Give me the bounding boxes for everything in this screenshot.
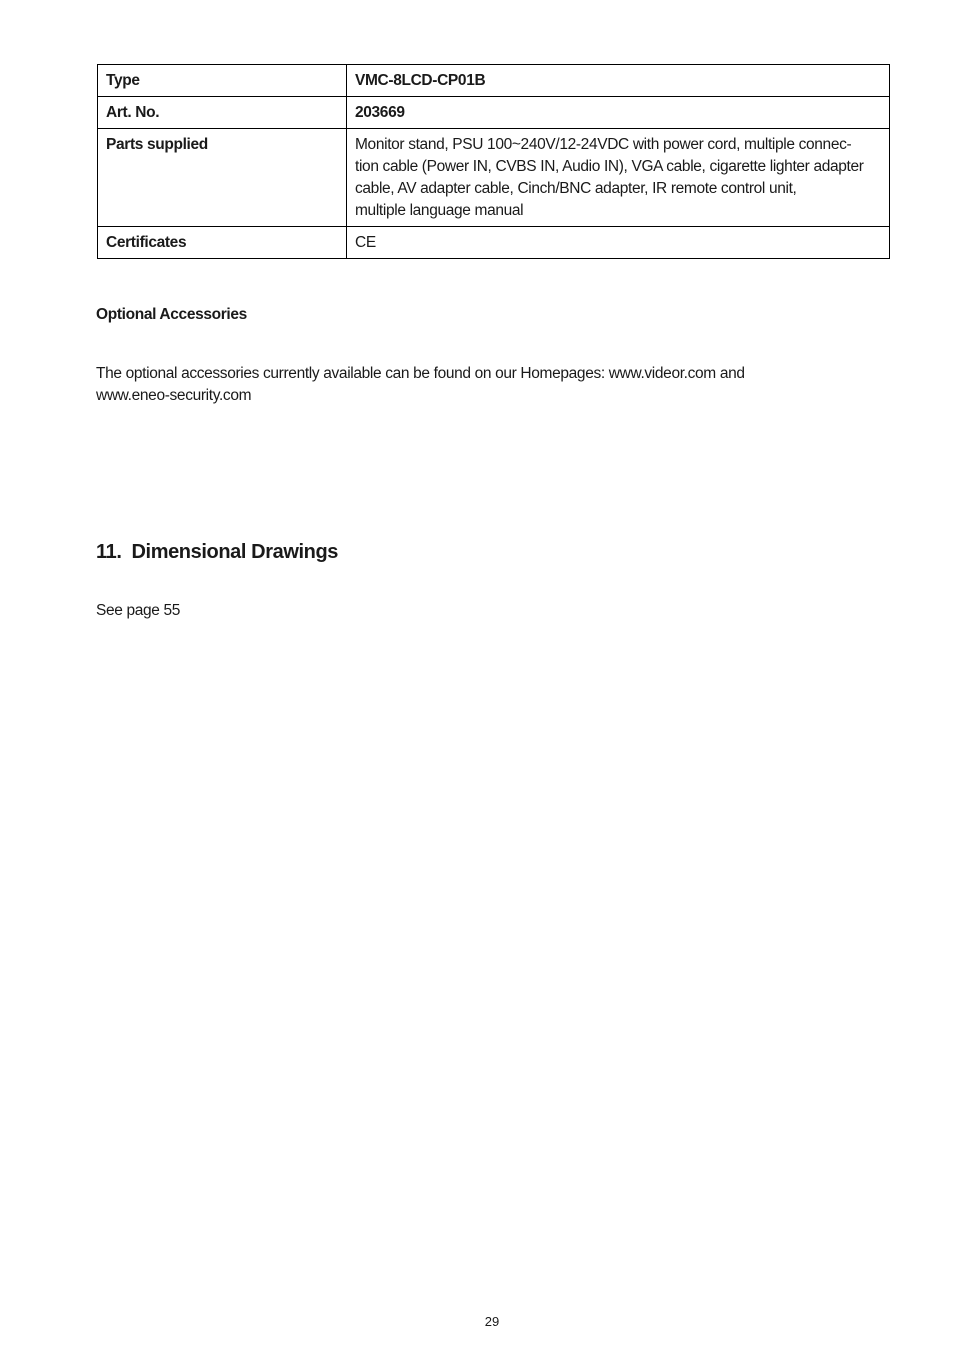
row-value — [347, 129, 890, 227]
value-line: CE — [355, 234, 376, 251]
row-label: Art. No. — [98, 97, 347, 129]
table-row — [98, 227, 890, 259]
value-line: tion cable (Power IN, CVBS IN, Audio IN), VGA cable, cigarette lighter adapter — [355, 158, 864, 175]
chapter-title: Dimensional Drawings — [131, 541, 338, 563]
value-line: Monitor stand, PSU 100~240V/12-24VDC with power cord, multiple connec- — [355, 136, 852, 153]
accessories-paragraph — [96, 363, 816, 406]
value-line: cable, AV adapter cable, Cinch/BNC adapter, IR remote control unit, — [355, 180, 797, 197]
row-label: Certificates — [98, 227, 347, 259]
paragraph-line: The optional accessories currently available can be found on our Homepages: www.videor.com and — [96, 365, 745, 382]
spec-table — [97, 64, 890, 259]
row-label: Parts supplied — [98, 129, 347, 227]
value-line: multiple language manual — [355, 202, 524, 219]
chapter-heading — [96, 541, 338, 564]
page-reference: See page 55 — [96, 602, 181, 619]
paragraph-line: www.eneo-security.com — [96, 386, 252, 404]
row-value — [347, 227, 890, 259]
chapter-number: 11. — [96, 541, 122, 563]
accessories-heading: Optional Accessories — [96, 306, 247, 323]
value-line: 203669 — [355, 104, 405, 121]
table-row — [98, 129, 890, 227]
value-line: VMC-8LCD-CP01B — [355, 72, 486, 89]
page-number: 29 — [484, 1314, 500, 1329]
row-label: Type — [98, 65, 347, 97]
row-value — [347, 97, 890, 129]
table-row — [98, 65, 890, 97]
table-row — [98, 97, 890, 129]
row-value — [347, 65, 890, 97]
